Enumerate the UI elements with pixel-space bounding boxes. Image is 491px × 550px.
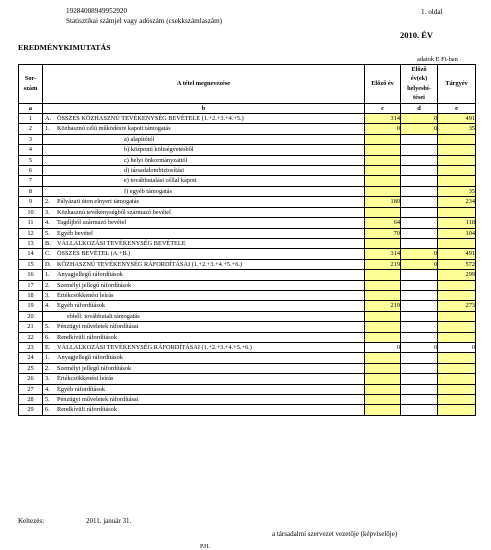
signature-label: a társadalmi szervezet vezetője (képviselője) <box>272 530 398 538</box>
value-cell-d <box>401 353 438 363</box>
row-label-cell <box>43 280 365 290</box>
table-row <box>19 145 476 155</box>
row-number: 18 <box>19 290 43 300</box>
value-cell-e <box>438 238 476 248</box>
row-number: 21 <box>19 322 43 332</box>
row-label: c) helyi önkormányzattól <box>124 156 188 164</box>
row-number: 25 <box>19 363 43 373</box>
table-row <box>19 342 476 352</box>
value-cell-c: 314 <box>365 114 401 124</box>
row-number: 26 <box>19 374 43 384</box>
value-cell-c: 180 <box>365 197 401 207</box>
column-letter: a <box>19 103 43 113</box>
value-cell-c <box>365 134 401 144</box>
row-label: Közhasznú célú működésre kapott támogatás <box>57 125 171 133</box>
value-cell-c <box>365 363 401 373</box>
row-label-cell <box>43 342 365 352</box>
table-row <box>19 197 476 207</box>
value-cell-e: 491 <box>438 249 476 259</box>
row-label-cell <box>43 405 365 415</box>
report-year: 2010. ÉV <box>400 30 434 40</box>
value-cell-c: 219 <box>365 301 401 311</box>
row-label-cell <box>43 197 365 207</box>
row-number: 29 <box>19 405 43 415</box>
value-cell-d <box>401 197 438 207</box>
value-cell-e <box>438 353 476 363</box>
table-body <box>19 114 476 416</box>
date-label: Keltezés: <box>18 517 45 525</box>
row-label: Közhasznú tevékenységből származó bevétel <box>57 208 171 216</box>
value-cell-c <box>365 155 401 165</box>
row-label: Tagdíjból származó bevétel <box>57 219 127 227</box>
row-label: f) egyéb támogatás <box>124 187 172 195</box>
table-row <box>19 114 476 124</box>
value-cell-e <box>438 395 476 405</box>
row-label-cell <box>43 186 365 196</box>
row-label-cell <box>43 311 365 321</box>
row-label-cell <box>43 363 365 373</box>
date-value: 2011. január 31. <box>86 517 132 525</box>
value-cell-d <box>401 134 438 144</box>
value-cell-c: 219 <box>365 259 401 269</box>
row-label: Anyagjellegű ráfordítások <box>57 271 123 279</box>
table-row <box>19 384 476 394</box>
value-cell-e: 0 <box>438 342 476 352</box>
row-prefix: 3. <box>45 208 50 216</box>
row-number: 20 <box>19 311 43 321</box>
row-label-cell <box>43 259 365 269</box>
value-cell-e: 234 <box>438 197 476 207</box>
row-label-cell <box>43 155 365 165</box>
value-cell-c <box>365 332 401 342</box>
row-prefix: 3. <box>45 291 50 299</box>
value-cell-d <box>401 186 438 196</box>
row-number: 17 <box>19 280 43 290</box>
row-prefix: 5. <box>45 229 50 237</box>
row-label: VÁLLALKOZÁSI TEVÉKENYSÉG BEVÉTELE <box>57 239 186 247</box>
row-prefix: 2. <box>45 364 50 372</box>
value-cell-d <box>401 238 438 248</box>
row-number: 9 <box>19 197 43 207</box>
value-cell-d <box>401 405 438 415</box>
header-tetel: A tétel megnevezése <box>43 65 365 104</box>
value-cell-c: 70 <box>365 228 401 238</box>
row-label-cell <box>43 207 365 217</box>
row-prefix: E. <box>45 343 51 351</box>
row-prefix: 4. <box>45 302 50 310</box>
table-row <box>19 228 476 238</box>
row-number: 27 <box>19 384 43 394</box>
value-cell-d <box>401 363 438 373</box>
value-cell-e <box>438 280 476 290</box>
value-cell-c <box>365 405 401 415</box>
row-number: 8 <box>19 186 43 196</box>
column-letter: b <box>43 103 365 113</box>
value-cell-d <box>401 155 438 165</box>
value-cell-d: 0 <box>401 124 438 134</box>
table-row <box>19 155 476 165</box>
row-number: 3 <box>19 134 43 144</box>
row-label-cell <box>43 374 365 384</box>
value-cell-e: 104 <box>438 228 476 238</box>
row-number: 1 <box>19 114 43 124</box>
table-row <box>19 395 476 405</box>
table-row <box>19 301 476 311</box>
value-cell-e <box>438 290 476 300</box>
row-prefix: 5. <box>45 323 50 331</box>
row-label: d) társadalombiztosítási <box>124 167 184 175</box>
value-cell-c <box>365 353 401 363</box>
row-number: 7 <box>19 176 43 186</box>
units-note: adatok E Ft-ban <box>417 56 458 63</box>
row-prefix: 2. <box>45 281 50 289</box>
table-row <box>19 374 476 384</box>
value-cell-c: 0 <box>365 342 401 352</box>
row-label: a) alapítótól <box>124 135 155 143</box>
value-cell-c <box>365 374 401 384</box>
row-number: 22 <box>19 332 43 342</box>
value-cell-e <box>438 145 476 155</box>
value-cell-d <box>401 207 438 217</box>
value-cell-c <box>365 166 401 176</box>
row-label: Rendkívüli ráfordítások <box>57 333 117 341</box>
row-label: Értékcsökkenési leírás <box>57 291 114 299</box>
value-cell-d <box>401 322 438 332</box>
tax-id-number: 19284008949952920 <box>66 7 128 15</box>
value-cell-d <box>401 384 438 394</box>
table-row <box>19 280 476 290</box>
table-row <box>19 290 476 300</box>
row-label-cell <box>43 238 365 248</box>
row-prefix: A. <box>45 115 52 123</box>
table-row <box>19 207 476 217</box>
value-cell-e <box>438 332 476 342</box>
row-label: ÖSSZES KÖZHASZNÚ TEVÉKENYSÉG BEVÉTELE (1.+2.+3.+4.+5.) <box>57 115 244 123</box>
table-row <box>19 405 476 415</box>
value-cell-d <box>401 166 438 176</box>
row-label: Pénzügyi műveletek ráfordításai <box>57 396 139 403</box>
value-cell-d <box>401 176 438 186</box>
row-prefix: B. <box>45 239 51 247</box>
row-label: VÁLLALKOZÁSI TEVÉKENYSÉG RÁFORDÍTÁSAI (1.+2.+3.+4.+5.+6.) <box>57 343 252 351</box>
row-number: 19 <box>19 301 43 311</box>
value-cell-c: 314 <box>365 249 401 259</box>
value-cell-c <box>365 207 401 217</box>
row-label: Egyéb bevétel <box>57 229 93 237</box>
value-cell-e <box>438 207 476 217</box>
value-cell-e: 273 <box>438 301 476 311</box>
value-cell-d <box>401 395 438 405</box>
value-cell-e <box>438 176 476 186</box>
value-cell-c <box>365 290 401 300</box>
row-label: Egyéb ráfordítások <box>57 302 106 310</box>
value-cell-c <box>365 384 401 394</box>
value-cell-c <box>365 280 401 290</box>
row-prefix: 1. <box>45 125 50 133</box>
row-prefix: 6. <box>45 406 50 414</box>
value-cell-e <box>438 134 476 144</box>
row-prefix: 3. <box>45 375 50 383</box>
value-cell-c <box>365 311 401 321</box>
value-cell-e <box>438 322 476 332</box>
table-row <box>19 311 476 321</box>
value-cell-e: 491 <box>438 114 476 124</box>
value-cell-e <box>438 405 476 415</box>
row-label-cell <box>43 249 365 259</box>
table-row <box>19 186 476 196</box>
value-cell-e: 572 <box>438 259 476 269</box>
row-label-cell <box>43 395 365 405</box>
value-cell-e <box>438 363 476 373</box>
value-cell-c <box>365 238 401 248</box>
value-cell-c <box>365 270 401 280</box>
row-prefix: 1. <box>45 271 50 279</box>
value-cell-c <box>365 145 401 155</box>
row-label-cell <box>43 166 365 176</box>
value-cell-e: 299 <box>438 270 476 280</box>
row-label-cell <box>43 384 365 394</box>
row-number: 24 <box>19 353 43 363</box>
row-label-cell <box>43 176 365 186</box>
table-row <box>19 270 476 280</box>
row-label: Egyéb ráfordítások <box>57 385 106 393</box>
value-cell-d <box>401 218 438 228</box>
row-number: 23 <box>19 342 43 352</box>
row-number: 5 <box>19 155 43 165</box>
header-helyesbitesek: Előző év(ek) helyesbí- tései <box>401 65 438 104</box>
row-number: 15 <box>19 259 43 269</box>
table-row <box>19 322 476 332</box>
page-number: 1. oldal <box>421 8 443 16</box>
value-cell-d <box>401 280 438 290</box>
row-number: 28 <box>19 395 43 405</box>
table-row <box>19 176 476 186</box>
row-number: 10 <box>19 207 43 217</box>
row-prefix: D. <box>45 260 52 268</box>
row-label-cell <box>43 124 365 134</box>
value-cell-d: 0 <box>401 342 438 352</box>
row-prefix: 4. <box>45 385 50 393</box>
value-cell-e <box>438 384 476 394</box>
value-cell-d: 0 <box>401 249 438 259</box>
row-label-cell <box>43 290 365 300</box>
row-number: 4 <box>19 145 43 155</box>
row-label: KÖZHASZNÚ TEVÉKENYSÉG RÁFORDÍTÁSAI (1.+2.+3.+4.+5.+6.) <box>57 260 243 268</box>
value-cell-e <box>438 155 476 165</box>
column-letter: c <box>365 103 401 113</box>
value-cell-d <box>401 145 438 155</box>
value-cell-e <box>438 374 476 384</box>
value-cell-d <box>401 228 438 238</box>
table-row <box>19 124 476 134</box>
row-number: 6 <box>19 166 43 176</box>
row-number: 13 <box>19 238 43 248</box>
row-label: Rendkívüli ráfordítások <box>57 406 117 414</box>
row-label-cell <box>43 353 365 363</box>
value-cell-c <box>365 176 401 186</box>
value-cell-c <box>365 322 401 332</box>
row-label: e) továbbutalási céllal kapott <box>124 177 197 185</box>
table-row <box>19 363 476 373</box>
row-label: Anyagjellegű ráfordítások <box>57 354 123 362</box>
row-prefix: 1. <box>45 354 50 362</box>
value-cell-e: 35 <box>438 124 476 134</box>
row-label-cell <box>43 332 365 342</box>
page-title: EREDMÉNYKIMUTATÁS <box>18 43 111 52</box>
row-label: ebből: továbbutalt támogatás <box>67 312 140 320</box>
value-cell-e <box>438 311 476 321</box>
row-label: Pénzügyi műveletek ráfordításai <box>57 323 139 331</box>
table-row <box>19 166 476 176</box>
value-cell-c <box>365 186 401 196</box>
column-letter: e <box>438 103 476 113</box>
row-label: b) központi költségvetésből <box>124 146 194 154</box>
row-label-cell <box>43 114 365 124</box>
table-row <box>19 134 476 144</box>
value-cell-e: 118 <box>438 218 476 228</box>
value-cell-c <box>365 395 401 405</box>
row-prefix: 6. <box>45 333 50 341</box>
row-label-cell <box>43 301 365 311</box>
column-letter: d <box>401 103 438 113</box>
value-cell-d <box>401 332 438 342</box>
value-cell-d: 0 <box>401 114 438 124</box>
row-number: 11 <box>19 218 43 228</box>
value-cell-d: 0 <box>401 259 438 269</box>
value-cell-c: 0 <box>365 124 401 134</box>
row-label-cell <box>43 218 365 228</box>
value-cell-e <box>438 166 476 176</box>
row-label-cell <box>43 228 365 238</box>
tax-id-label: Statisztikai számjel vagy adószám (csekkszámlaszám) <box>66 17 223 25</box>
table-row <box>19 353 476 363</box>
value-cell-e: 35 <box>438 186 476 196</box>
table-row <box>19 238 476 248</box>
row-label-cell <box>43 322 365 332</box>
row-prefix: 5. <box>45 396 50 403</box>
value-cell-d <box>401 374 438 384</box>
value-cell-d <box>401 311 438 321</box>
row-label: Személyi jellegű ráfordítások <box>57 281 132 289</box>
row-prefix: 2. <box>45 198 50 206</box>
row-number: 12 <box>19 228 43 238</box>
row-label-cell <box>43 270 365 280</box>
row-label-cell <box>43 145 365 155</box>
table-row <box>19 332 476 342</box>
header-sorszam: Sor- szám <box>19 65 43 104</box>
table-row <box>19 259 476 269</box>
row-label: ÖSSZES BEVÉTEL (A.+B.) <box>57 250 131 258</box>
income-statement-table <box>18 64 476 416</box>
row-label: Személyi jellegű ráfordítások <box>57 364 132 372</box>
header-targyev: Tárgyév <box>438 65 476 104</box>
value-cell-c: 64 <box>365 218 401 228</box>
table-row <box>19 249 476 259</box>
header-elozo-ev: Előző év <box>365 65 401 104</box>
row-prefix: 4. <box>45 219 50 227</box>
row-label-cell <box>43 134 365 144</box>
value-cell-d <box>401 290 438 300</box>
value-cell-d <box>401 270 438 280</box>
row-label: Értékcsökkenési leírás <box>57 375 114 383</box>
value-cell-d <box>401 301 438 311</box>
stamp-placeholder: P.H. <box>200 544 211 550</box>
row-number: 2 <box>19 124 43 134</box>
row-number: 16 <box>19 270 43 280</box>
row-label: Pályázati úton elnyert támogatás <box>57 198 140 206</box>
row-prefix: C. <box>45 250 51 258</box>
table-row <box>19 218 476 228</box>
row-number: 14 <box>19 249 43 259</box>
